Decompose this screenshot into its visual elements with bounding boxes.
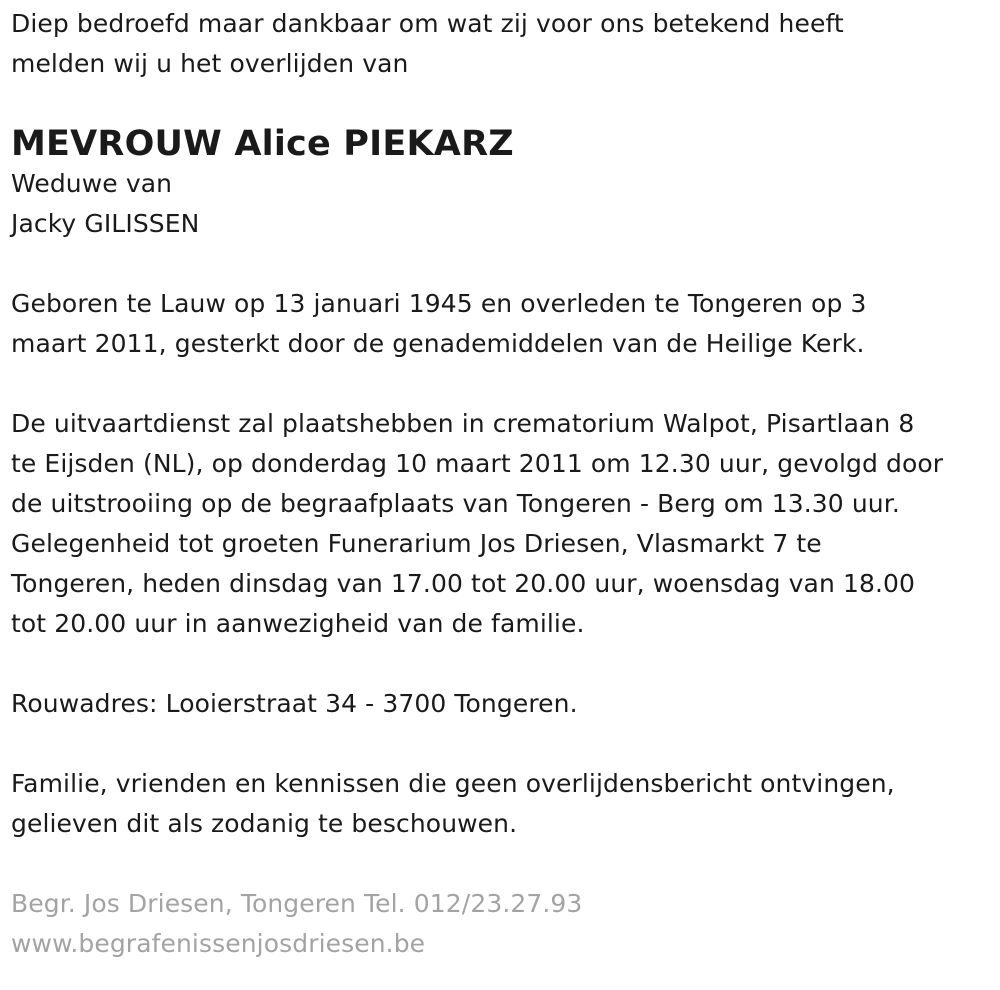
- ceremony-line: De uitvaartdienst zal plaatshebben in crematorium Walpot, Pisartlaan 8: [11, 409, 915, 438]
- birth-death-paragraph: [11, 284, 991, 364]
- deceased-name: MEVROUW Alice PIEKARZ: [11, 124, 514, 164]
- birth-death-line: Geboren te Lauw op 13 januari 1945 en overleden te Tongeren op 3: [11, 289, 867, 318]
- notice-line: Familie, vrienden en kennissen die geen overlijdensbericht ontvingen,: [11, 769, 895, 798]
- intro-line: Diep bedroefd maar dankbaar om wat zij voor ons betekend heeft: [11, 9, 844, 38]
- obituary-notice: [11, 0, 991, 964]
- spouse-name: Jacky GILISSEN: [11, 209, 200, 238]
- mourning-address: Rouwadres: Looierstraat 34 - 3700 Tongeren.: [11, 689, 578, 718]
- ceremony-line: Tongeren, heden dinsdag van 17.00 tot 20.00 uur, woensdag van 18.00: [11, 569, 916, 598]
- address-paragraph: [11, 684, 991, 724]
- ceremony-line: Gelegenheid tot groeten Funerarium Jos Driesen, Vlasmarkt 7 te: [11, 529, 822, 558]
- ceremony-line: de uitstrooiing op de begraafplaats van Tongeren - Berg om 13.30 uur.: [11, 489, 900, 518]
- paragraph-gap: [11, 724, 991, 764]
- funeral-home-website: www.begrafenissenjosdriesen.be: [11, 929, 426, 958]
- notice-line: gelieven dit als zodanig te beschouwen.: [11, 809, 518, 838]
- spouse-paragraph: [11, 164, 991, 244]
- spouse-line: Weduwe van: [11, 169, 173, 198]
- intro-line: melden wij u het overlijden van: [11, 49, 409, 78]
- intro-paragraph: [11, 4, 991, 84]
- ceremony-line: te Eijsden (NL), op donderdag 10 maart 2011 om 12.30 uur, gevolgd door: [11, 449, 944, 478]
- notice-paragraph: [11, 764, 991, 844]
- ceremony-line: tot 20.00 uur in aanwezigheid van de familie.: [11, 609, 585, 638]
- paragraph-gap: [11, 844, 991, 884]
- funeral-home-contact: Begr. Jos Driesen, Tongeren Tel. 012/23.27.93: [11, 889, 583, 918]
- paragraph-gap: [11, 644, 991, 684]
- paragraph-gap: [11, 364, 991, 404]
- funeral-home-footer: [11, 884, 991, 964]
- birth-death-line: maart 2011, gesterkt door de genademiddelen van de Heilige Kerk.: [11, 329, 865, 358]
- paragraph-gap: [11, 244, 991, 284]
- ceremony-paragraph: [11, 404, 991, 644]
